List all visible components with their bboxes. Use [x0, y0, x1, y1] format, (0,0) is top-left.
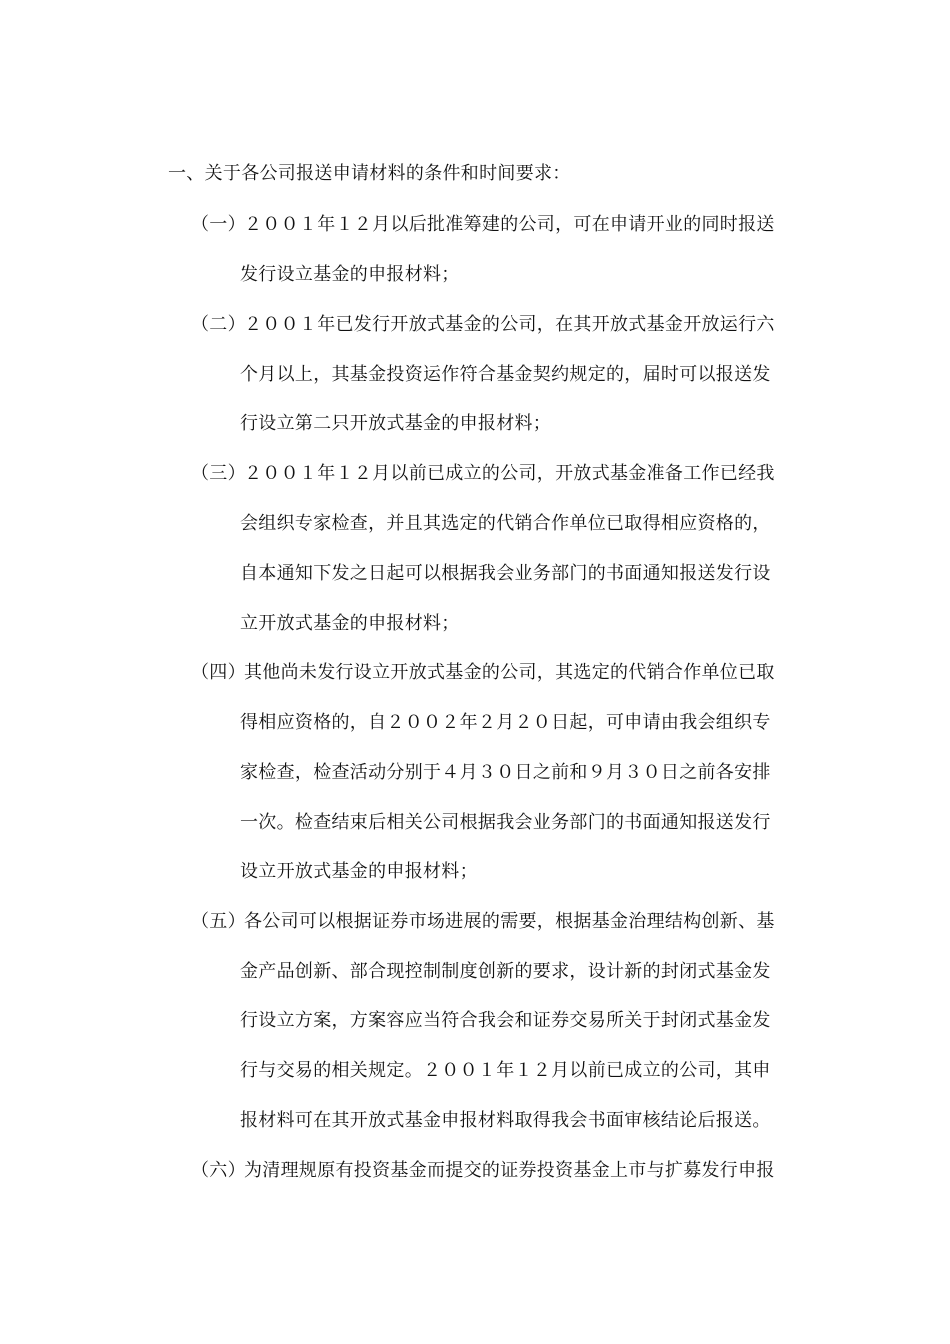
item-3-line-4: 立开放式基金的申报材料； — [240, 613, 460, 634]
item-5-line-3: 行设立方案，方案容应当符合我会和证券交易所关于封闭式基金发 — [240, 1010, 771, 1031]
item-2-line-1: ２００１年已发行开放式基金的公司，在其开放式基金开放运行六 — [244, 314, 775, 335]
item-marker-3: （三） — [191, 463, 246, 484]
item-6-line-1: 为清理规原有投资基金而提交的证券投资基金上市与扩募发行申报 — [244, 1160, 775, 1181]
item-2-line-2: 个月以上，其基金投资运作符合基金契约规定的，届时可以报送发 — [240, 364, 771, 385]
item-5-line-2: 金产品创新、部合现控制制度创新的要求，设计新的封闭式基金发 — [240, 961, 771, 982]
item-2-line-3: 行设立第二只开放式基金的申报材料； — [240, 413, 552, 434]
item-4-line-5: 设立开放式基金的申报材料； — [240, 861, 478, 882]
item-4-line-2: 得相应资格的，自２００２年２月２０日起，可申请由我会组织专 — [240, 712, 771, 733]
item-4-line-3: 家检查，检查活动分别于４月３０日之前和９月３０日之前各安排 — [240, 762, 771, 783]
item-4-line-4: 一次。检查结束后相关公司根据我会业务部门的书面通知报送发行 — [240, 812, 771, 833]
item-3-line-2: 会组织专家检查，并且其选定的代销合作单位已取得相应资格的， — [240, 513, 771, 534]
item-5-line-5: 报材料可在其开放式基金申报材料取得我会书面审核结论后报送。 — [240, 1110, 771, 1131]
item-4-line-1: 其他尚未发行设立开放式基金的公司，其选定的代销合作单位已取 — [244, 662, 775, 683]
item-marker-6: （六） — [191, 1160, 246, 1181]
item-1-line-2: 发行设立基金的申报材料； — [240, 264, 460, 285]
item-5-line-4: 行与交易的相关规定。２００１年１２月以前已成立的公司，其申 — [240, 1060, 771, 1081]
item-5-line-1: 各公司可以根据证券市场进展的需要，根据基金治理结构创新、基 — [244, 911, 775, 932]
section-heading: 一、关于各公司报送申请材料的条件和时间要求： — [168, 163, 571, 184]
item-marker-1: （一） — [191, 214, 246, 235]
item-1-line-1: ２００１年１２月以后批准筹建的公司，可在申请开业的同时报送 — [244, 214, 775, 235]
item-marker-5: （五） — [191, 911, 246, 932]
item-marker-2: （二） — [191, 314, 246, 335]
item-marker-4: （四） — [191, 662, 246, 683]
item-3-line-3: 自本通知下发之日起可以根据我会业务部门的书面通知报送发行设 — [240, 563, 771, 584]
item-3-line-1: ２００１年１２月以前已成立的公司，开放式基金准备工作已经我 — [244, 463, 775, 484]
